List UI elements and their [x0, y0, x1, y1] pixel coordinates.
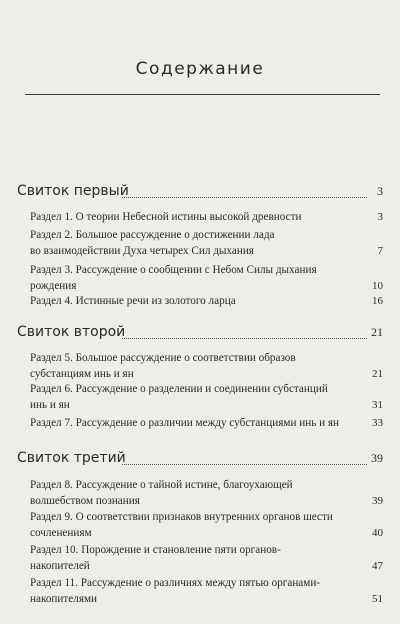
entry-page-number: 10	[372, 280, 383, 292]
entry-page-number: 31	[372, 399, 383, 411]
scroll-title: Свиток второй	[17, 324, 126, 340]
entry-title: Раздел 9. О соответствии признаков внутренних органов шести сочленениям	[30, 511, 333, 539]
toc-entry-9	[30, 509, 383, 541]
scroll-page-number: 3	[377, 184, 383, 198]
toc-entry-5	[30, 350, 383, 382]
toc-entry-3	[30, 262, 383, 294]
entry-page-number: 7	[377, 245, 383, 257]
dot-leader	[122, 197, 367, 198]
entry-page-number: 16	[372, 295, 383, 307]
scroll-page-number: 39	[371, 451, 383, 465]
entry-title: Раздел 4. Истинные речи из золотого ларца	[30, 295, 236, 307]
toc-entry-6	[30, 381, 383, 413]
scroll-heading-2	[17, 324, 383, 346]
scroll-title: Свиток третий	[17, 450, 126, 466]
scroll-heading-3	[17, 450, 383, 472]
toc-entry-10	[30, 542, 383, 574]
entry-page-number: 47	[372, 560, 383, 572]
toc-entry-11	[30, 575, 383, 607]
dot-leader	[122, 338, 367, 339]
entry-title: Раздел 7. Рассуждение о различии между субстанциями инь и ян	[30, 417, 340, 429]
entry-title: Раздел 6. Рассуждение о разделении и соединении субстанций инь и ян	[30, 383, 328, 411]
toc-entry-8	[30, 477, 383, 509]
entry-title: Раздел 5. Большое рассуждение о соответствии образов субстанциям инь и ян	[30, 352, 296, 380]
entry-page-number: 3	[377, 211, 383, 223]
entry-title: Раздел 10. Порождение и становление пяти органов- накопителей	[30, 544, 281, 572]
entry-page-number: 33	[372, 417, 383, 429]
scroll-title: Свиток первый	[17, 183, 129, 199]
entry-page-number: 21	[372, 368, 383, 380]
entry-page-number: 40	[372, 527, 383, 539]
entry-page-number: 51	[372, 593, 383, 605]
entry-title: Раздел 2. Большое рассуждение о достижении лада во взаимодействии Духа четырех Сил дыхания	[30, 229, 275, 257]
scroll-heading-1	[17, 183, 383, 205]
entry-title: Раздел 11. Рассуждение о различиях между пятью органами- накопителями	[30, 577, 321, 605]
entry-page-number: 39	[372, 495, 383, 507]
toc-entry-1	[30, 209, 383, 225]
toc-entry-4	[30, 293, 383, 309]
toc-entry-2	[30, 227, 383, 259]
page-title: Содержание	[135, 59, 265, 79]
dot-leader	[122, 464, 367, 465]
toc-entry-7	[30, 415, 383, 431]
entry-title: Раздел 1. О теории Небесной истины высокой древности	[30, 211, 302, 223]
scroll-page-number: 21	[371, 325, 383, 339]
entry-title: Раздел 8. Рассуждение о тайной истине, благоухающей волшебством познания	[30, 479, 293, 507]
entry-title: Раздел 3. Рассуждение о сообщении с Небом Силы дыхания рождения	[30, 264, 317, 292]
title-divider	[25, 94, 380, 95]
